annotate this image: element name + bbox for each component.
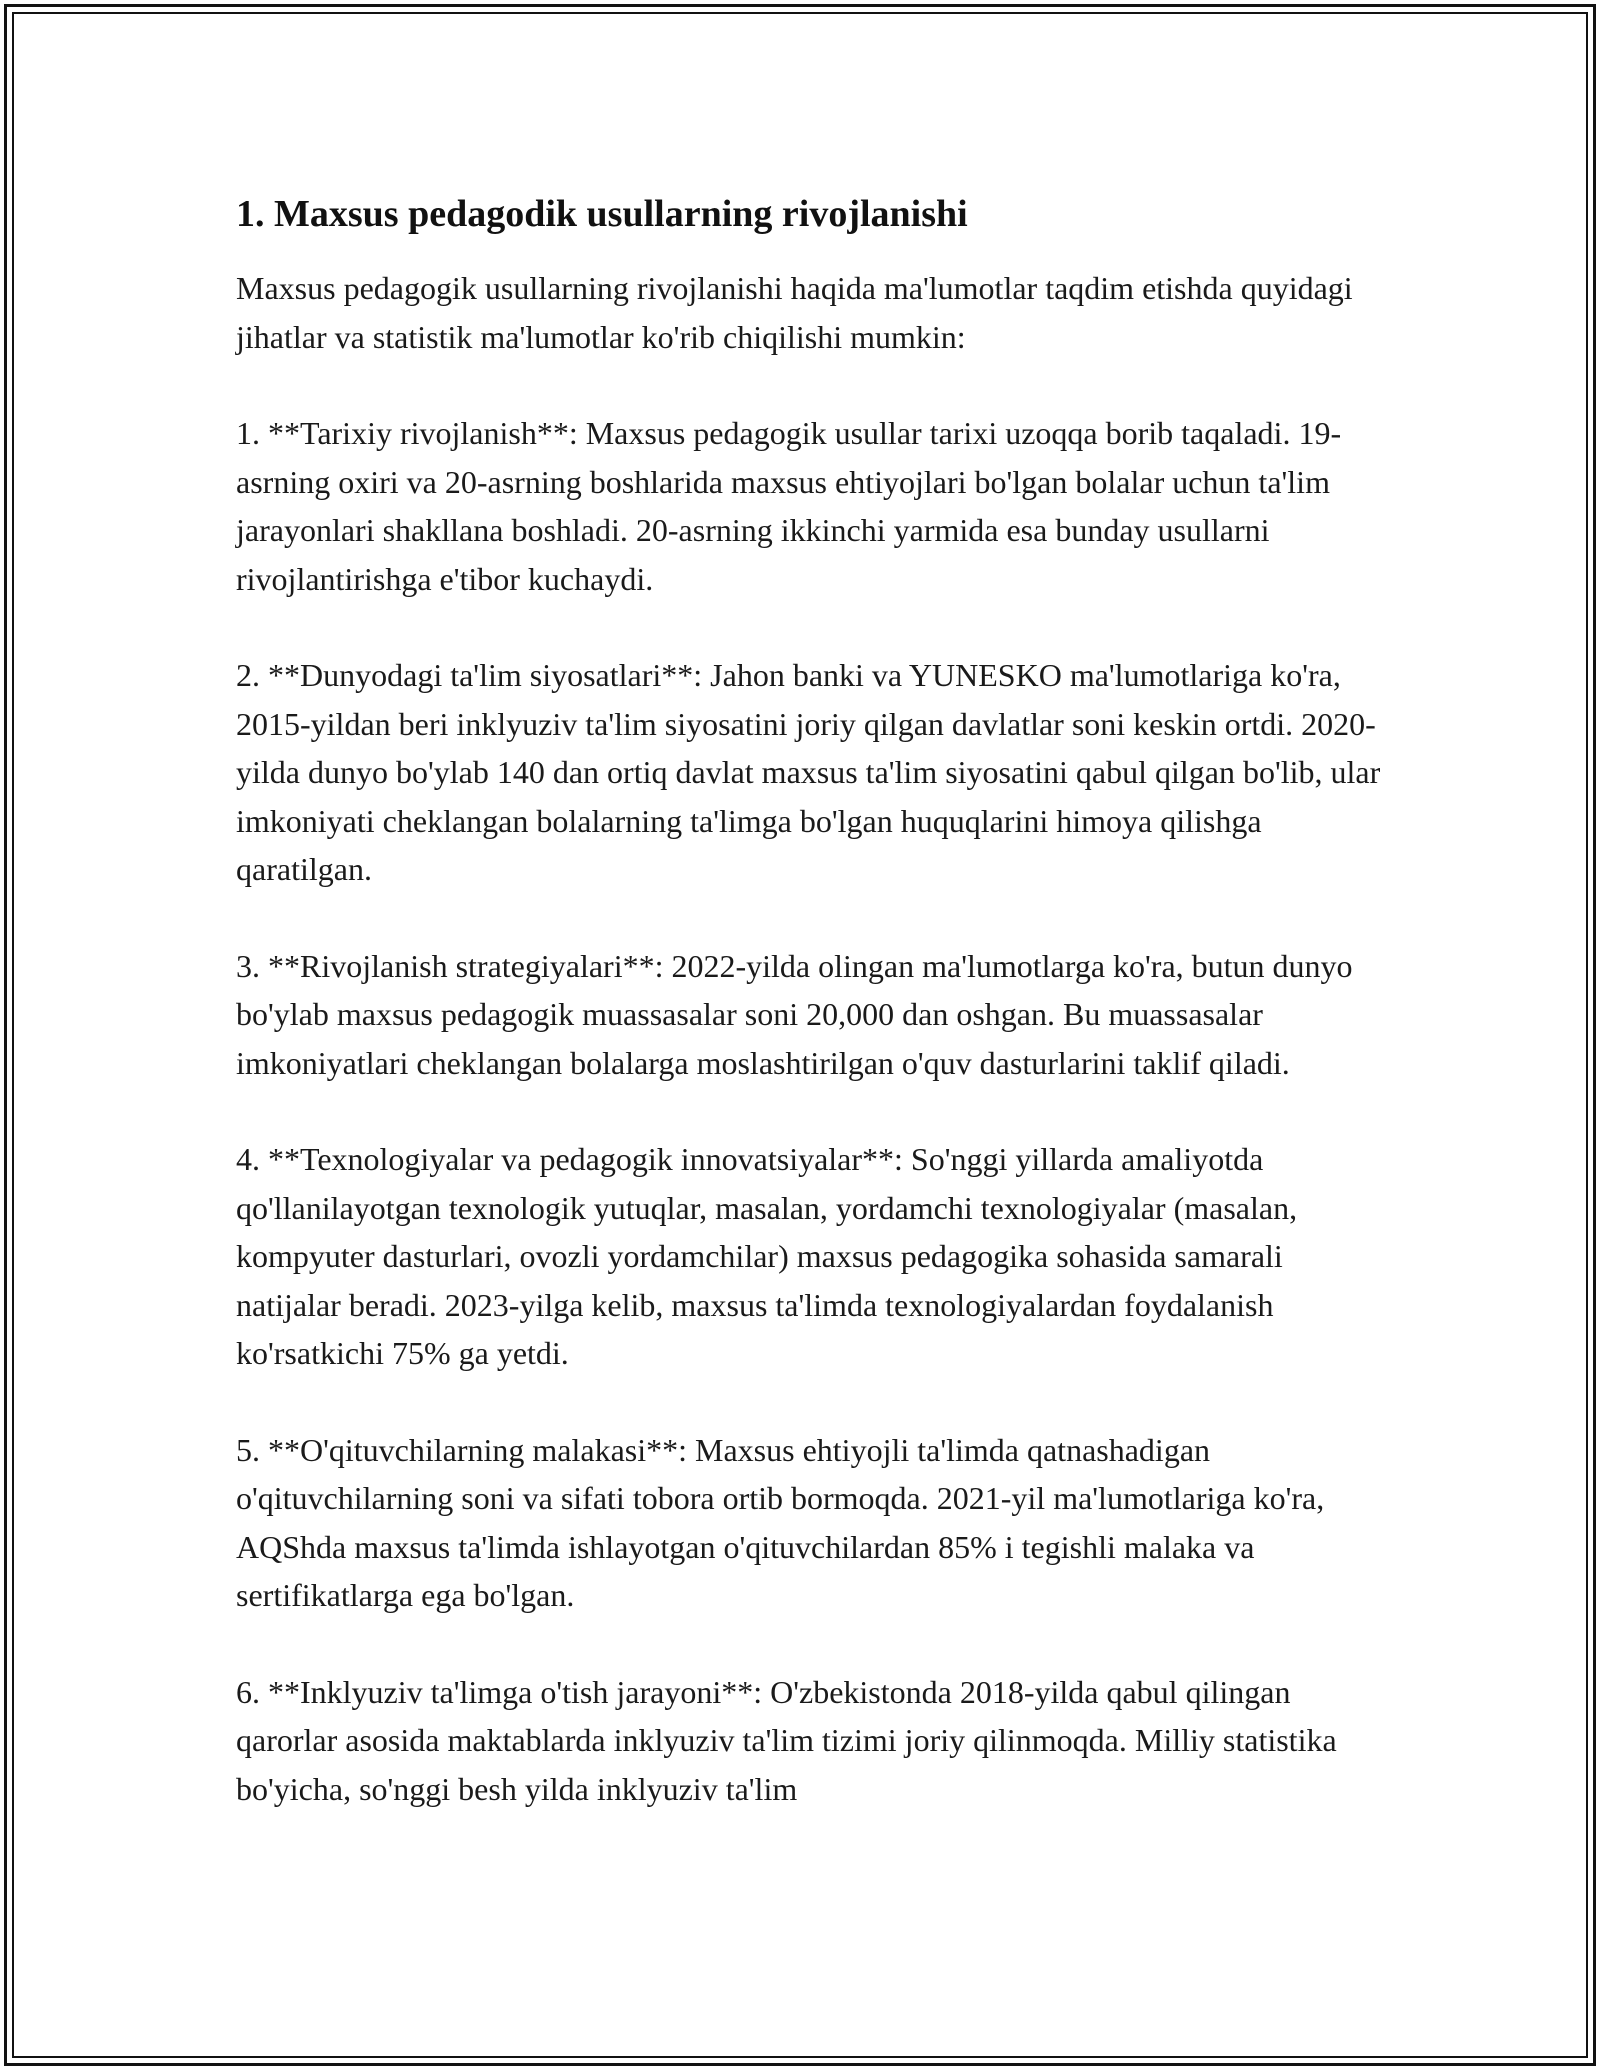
paragraph-technology-innovations: 4. **Texnologiyalar va pedagogik innovatsiyalar**: So'nggi yillarda amaliyotda qo'llanilayotgan texnologik yutuqlar, masalan, yordamchi texnologiyalar (masalan, kompyuter dasturlari, ovozli yordamchilar) maxsus pedagogika sohasida samarali natijalar beradi. 2023-yilga kelib, maxsus ta'limda texnologiyalardan foydalanish ko'rsatkichi 75% ga yetdi. [236,1141,1298,1371]
document-body [236,188,1386,1861]
paragraph-historical-development: 1. **Tarixiy rivojlanish**: Maxsus pedagogik usullar tarixi uzoqqa borib taqaladi. 19-asrning oxiri va 20-asrning boshlarida maxsus ehtiyojlari bo'lgan bolalar uchun ta'lim jarayonlari shakllana boshladi. 20-asrning ikkinchi yarmida esa bunday usullarni rivojlantirishga e'tibor kuchaydi. [236,415,1342,597]
paragraph-inclusive-education: 6. **Inklyuziv ta'limga o'tish jarayoni**: O'zbekistonda 2018-yilda qabul qilingan qarorlar asosida maktablarda inklyuziv ta'lim tizimi joriy qilinmoqda. Milliy statistika bo'yicha, so'nggi besh yilda inklyuziv ta'lim [236,1673,1337,1807]
page-title: 1. Maxsus pedagodik usullarning rivojlanishi [236,193,968,235]
paragraph-teacher-qualification: 5. **O'qituvchilarning malakasi**: Maxsus ehtiyojli ta'limda qatnashadigan o'qituvchilarning soni va sifati tobora ortib bormoqda. 2021-yil ma'lumotlariga ko'ra, AQShda maxsus ta'limda ishlayotgan o'qituvchilardan 85% i tegishli malaka va sertifikatlarga ega bo'lgan. [236,1431,1325,1613]
intro-paragraph: Maxsus pedagogik usullarning rivojlanishi haqida ma'lumotlar taqdim etishda quyidagi jihatlar va statistik ma'lumotlar ko'rib chiqilishi mumkin: [236,270,1353,355]
paragraph-development-strategies: 3. **Rivojlanish strategiyalari**: 2022-yilda olingan ma'lumotlarga ko'ra, butun dunyo bo'ylab maxsus pedagogik muassasalar soni 20,000 dan oshgan. Bu muassasalar imkoniyatlari cheklangan bolalarga moslashtirilgan o'quv dasturlarini taklif qiladi. [236,947,1353,1081]
paragraph-education-policies: 2. **Dunyodagi ta'lim siyosatlari**: Jahon banki va YUNESKO ma'lumotlariga ko'ra, 2015-yildan beri inklyuziv ta'lim siyosatini joriy qilgan davlatlar soni keskin ortdi. 2020-yilda dunyo bo'ylab 140 dan ortiq davlat maxsus ta'lim siyosatini qabul qilgan bo'lib, ular imkoniyati cheklangan bolalarning ta'limga bo'lgan huquqlarini himoya qilishga qaratilgan. [236,657,1381,887]
